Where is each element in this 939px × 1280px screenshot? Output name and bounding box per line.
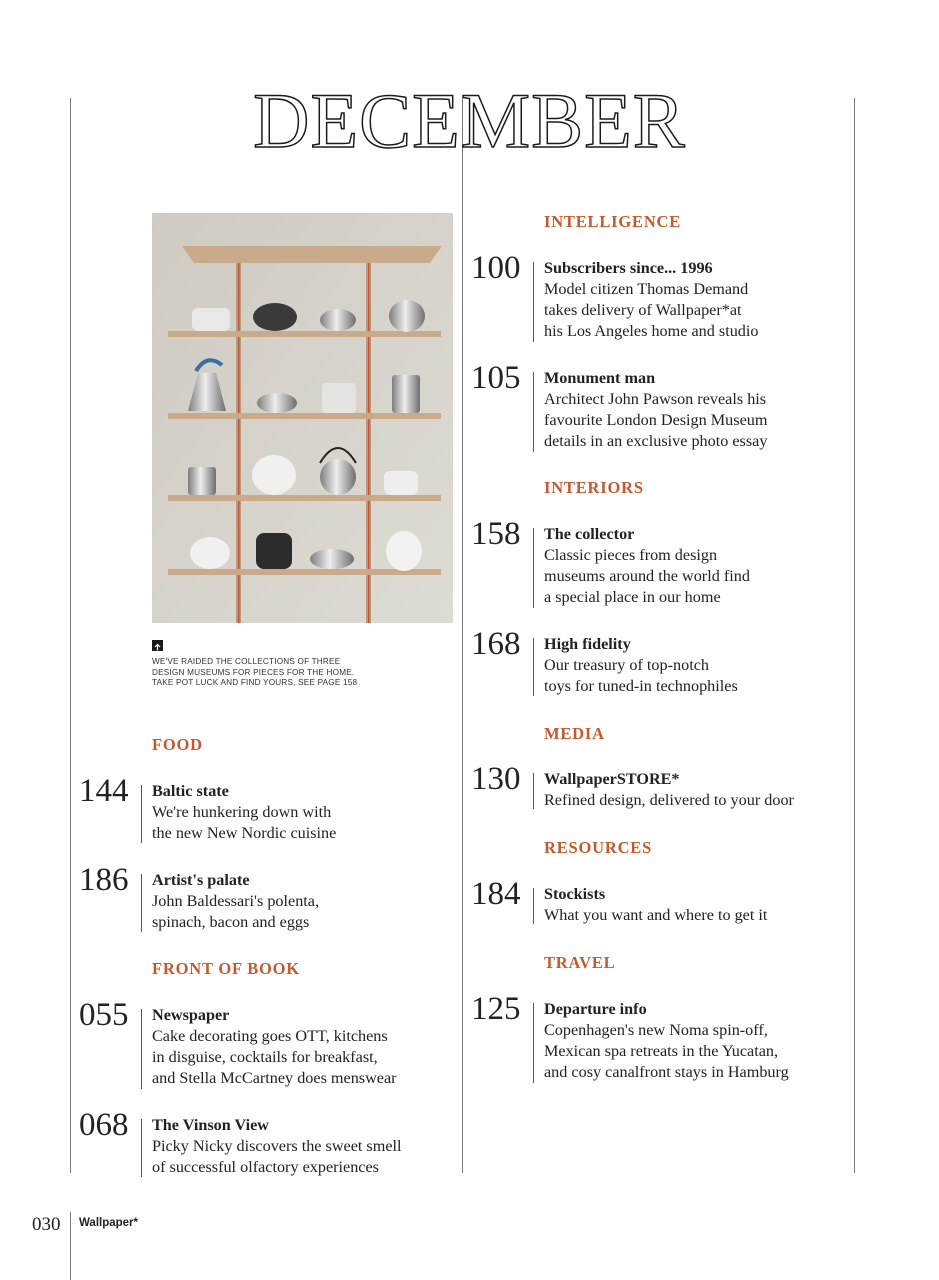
page-number: 186 [79, 862, 129, 898]
center-rule [462, 98, 463, 1173]
entry-line: Mexican spa retreats in the Yucatan, [544, 1042, 779, 1060]
page-number: 068 [79, 1107, 129, 1143]
entry-line: Refined design, delivered to your door [544, 791, 794, 809]
entry-title: Monument man [544, 369, 656, 387]
entry-line: spinach, bacon and eggs [152, 913, 310, 931]
photo-caption [152, 657, 392, 689]
entry-title: The collector [544, 525, 635, 543]
entry-rule [141, 785, 142, 843]
entry-rule [533, 1003, 534, 1083]
entry-title: Artist's palate [152, 871, 250, 889]
entry-rule [141, 874, 142, 932]
left-rule [70, 98, 71, 1173]
entry-line: a special place in our home [544, 588, 721, 606]
entry-text [544, 884, 767, 926]
caption-line: WE'VE RAIDED THE COLLECTIONS OF THREE [152, 657, 341, 666]
page-number: 125 [471, 991, 521, 1027]
entry-text [152, 781, 336, 844]
entry-line: Model citizen Thomas Demand [544, 280, 749, 298]
page-number: 105 [471, 360, 521, 396]
section-food: FOOD [152, 735, 203, 754]
entry-line: We're hunkering down with [152, 803, 332, 821]
page-number: 100 [471, 250, 521, 286]
page-number: 144 [79, 773, 129, 809]
entry-line: Picky Nicky discovers the sweet smell [152, 1137, 402, 1155]
entry-line: What you want and where to get it [544, 906, 768, 924]
entry-title: Departure info [544, 1000, 647, 1018]
entry-title: Subscribers since... 1996 [544, 259, 713, 277]
entry-text [544, 634, 738, 697]
entry-rule [533, 638, 534, 696]
entry-rule [141, 1009, 142, 1089]
entry-line: in disguise, cocktails for breakfast, [152, 1048, 378, 1066]
page-number: 055 [79, 997, 129, 1033]
entry-rule [533, 888, 534, 924]
entry-text [544, 258, 758, 342]
entry-line: Cake decorating goes OTT, kitchens [152, 1027, 388, 1045]
entry-text [152, 1115, 402, 1178]
entry-line: museums around the world find [544, 567, 750, 585]
entry-line: Copenhagen's new Noma spin-off, [544, 1021, 768, 1039]
brand-logo: Wallpaper* [79, 1217, 139, 1229]
entry-line: toys for tuned-in technophiles [544, 677, 738, 695]
folio-page-number: 030 [32, 1214, 61, 1235]
entry-text [544, 999, 789, 1083]
entry-title: Newspaper [152, 1006, 230, 1024]
caption-line: TAKE POT LUCK AND FIND YOURS, SEE PAGE 158 [152, 678, 358, 687]
section-intelligence: INTELLIGENCE [544, 212, 682, 231]
entry-rule [533, 372, 534, 452]
caption-line: DESIGN MUSEUMS FOR PIECES FOR THE HOME. [152, 667, 355, 677]
entry-line: his Los Angeles home and studio [544, 322, 759, 340]
entry-title: The Vinson View [152, 1116, 269, 1134]
entry-line: of successful olfactory experiences [152, 1158, 379, 1176]
entry-line: details in an exclusive photo essay [544, 432, 768, 450]
page-number: 158 [471, 516, 521, 552]
entry-line: favourite London Design Museum [544, 411, 768, 429]
entry-line: Architect John Pawson reveals his [544, 390, 767, 408]
entry-title: High fidelity [544, 635, 631, 653]
entry-line: John Baldessari's polenta, [152, 892, 320, 910]
entry-text [152, 870, 319, 933]
entry-line: and cosy canalfront stays in Hamburg [544, 1063, 789, 1081]
section-interiors: INTERIORS [544, 478, 644, 497]
entry-rule [533, 262, 534, 342]
footer-rule [70, 1212, 71, 1280]
page-number: 130 [471, 761, 521, 797]
entry-line: Our treasury of top-notch [544, 656, 709, 674]
entry-line: the new New Nordic cuisine [152, 824, 337, 842]
teapot-shelf-photo [152, 213, 453, 623]
entry-text [152, 1005, 397, 1089]
section-front-of-book: FRONT OF BOOK [152, 959, 300, 978]
arrow-up-icon [152, 640, 163, 651]
entry-title: Baltic state [152, 782, 229, 800]
entry-text [544, 524, 750, 608]
entry-rule [533, 773, 534, 809]
entry-rule [533, 528, 534, 608]
right-rule [854, 98, 855, 1173]
entry-text [544, 368, 767, 452]
entry-line: and Stella McCartney does menswear [152, 1069, 397, 1087]
entry-rule [141, 1119, 142, 1177]
page-title: DECEMBER [253, 77, 686, 164]
entry-title: Stockists [544, 885, 606, 903]
section-travel: TRAVEL [544, 953, 616, 972]
entry-title: WallpaperSTORE* [544, 770, 680, 788]
page-number: 184 [471, 876, 521, 912]
section-resources: RESOURCES [544, 838, 653, 857]
entry-line: Classic pieces from design [544, 546, 718, 564]
section-media: MEDIA [544, 724, 605, 743]
entry-text [544, 769, 794, 811]
entry-line: takes delivery of Wallpaper*at [544, 301, 742, 319]
page-number: 168 [471, 626, 521, 662]
